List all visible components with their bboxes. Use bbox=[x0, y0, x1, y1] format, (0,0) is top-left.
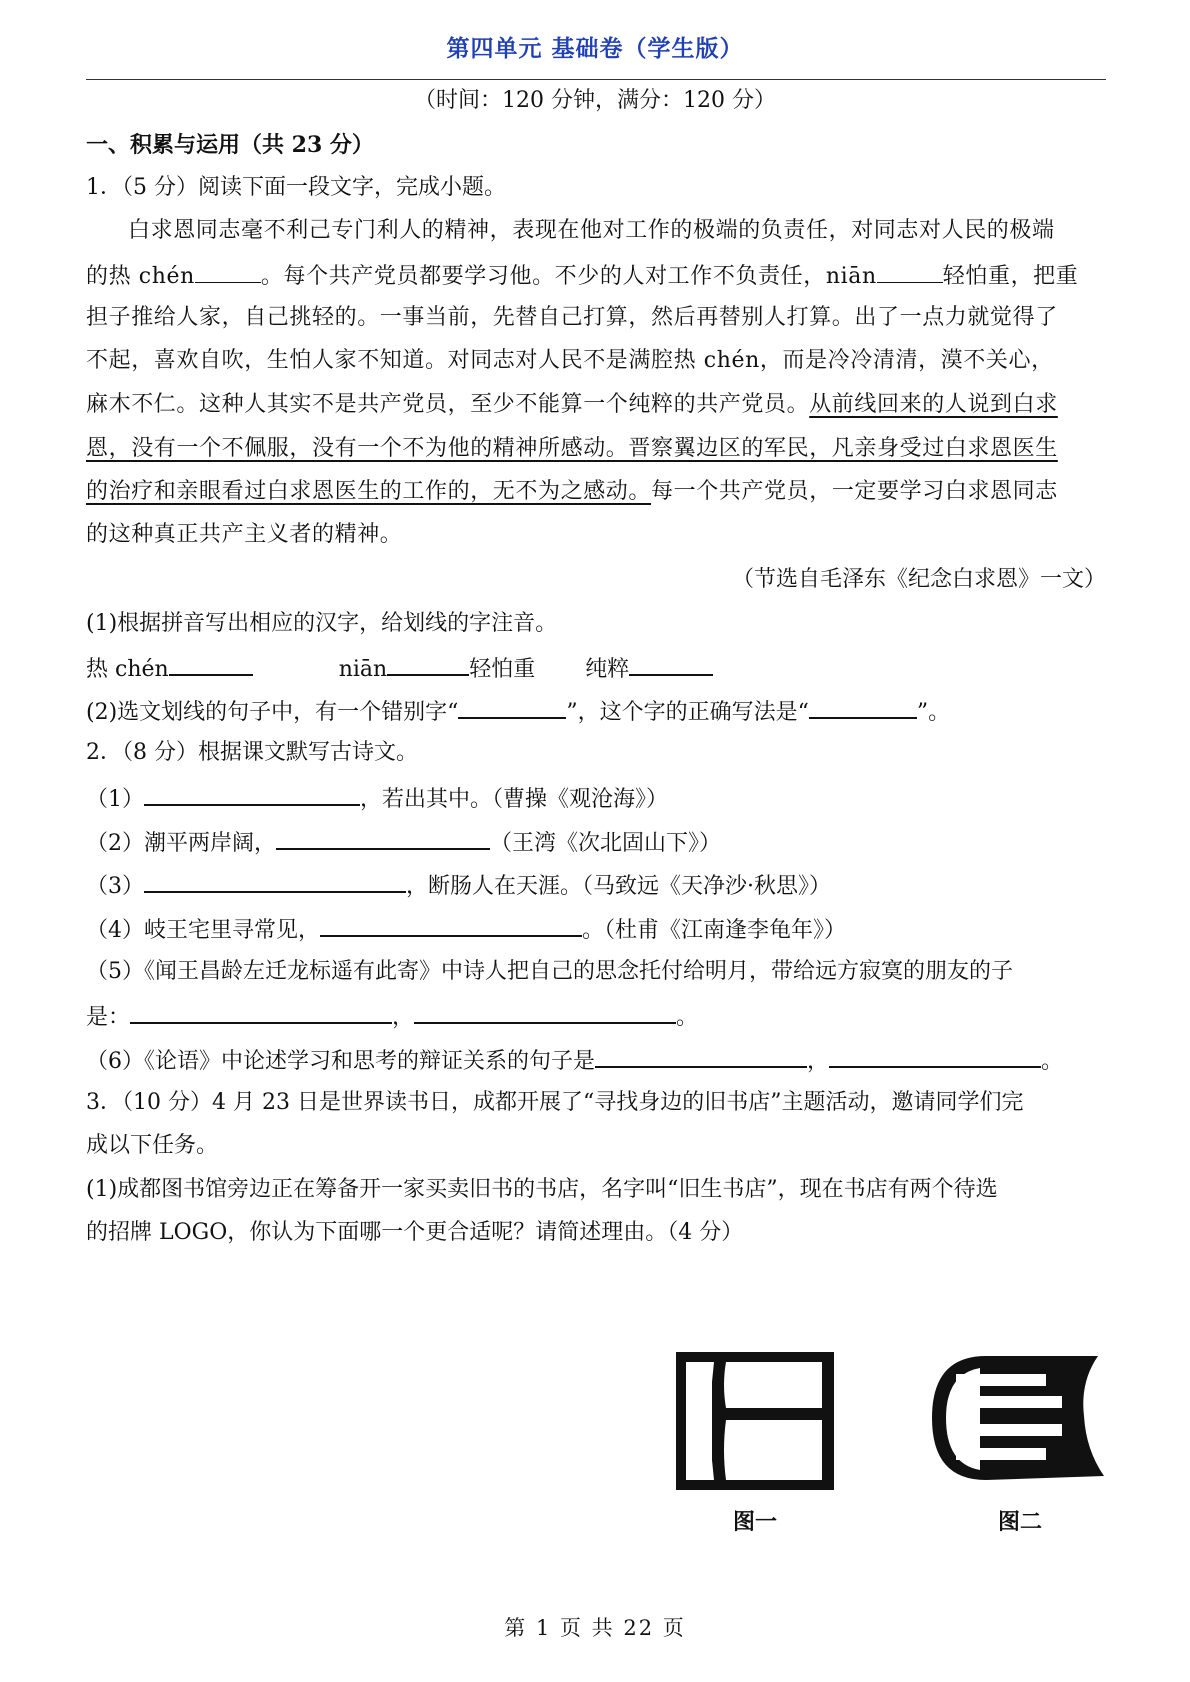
question-2-stem: 2．（8 分）根据课文默写古诗文。 bbox=[86, 740, 418, 765]
passage-line: 的热 chén 。每个共产党员都要学习他。不少的人对工作不负责任，niān 轻怕重，把重 bbox=[86, 260, 1106, 292]
passage-line: 的治疗和亲眼看过白求恩医生的工作的，无不为之感动。每一个共产党员，一定要学习白求恩同志 bbox=[86, 479, 1058, 504]
sub-question-1: (1)根据拼音写出相应的汉字，给划线的字注音。 bbox=[86, 611, 558, 636]
section-title: 一、积累与运用（共 23 分） bbox=[86, 132, 374, 158]
sub-question-1-answers: 热 chén niān 轻怕重 纯粹 bbox=[86, 652, 1106, 685]
underlined-sentence: 恩，没有一个不佩服，没有一个不为他的精神所感动。晋察翼边区的军民，凡亲身受过白求恩医生 bbox=[86, 436, 1058, 461]
page-title: 第四单元 基础卷（学生版） bbox=[446, 36, 744, 62]
underlined-sentence: 的治疗和亲眼看过白求恩医生的工作的，无不为之感动。 bbox=[86, 479, 652, 504]
passage-line: 不起，喜欢自吹，生怕人家不知道。对同志对人民不是满腔热 chén，而是冷冷清清，漠不关心， bbox=[86, 348, 1054, 373]
answer-blank[interactable] bbox=[809, 695, 917, 719]
question-3-task: 的招牌 LOGO，你认为下面哪一个更合适呢？请简述理由。（4 分） bbox=[86, 1220, 744, 1245]
answer-blank[interactable] bbox=[144, 782, 360, 806]
answer-blank[interactable] bbox=[829, 1044, 1041, 1068]
passage-source: （节选自毛泽东《纪念白求恩》一文） bbox=[731, 567, 1106, 592]
question-3-task: (1)成都图书馆旁边正在筹备开一家买卖旧书的书店，名字叫“旧生书店”，现在书店有两个待选 bbox=[86, 1177, 998, 1202]
answer-blank[interactable] bbox=[629, 652, 713, 676]
answer-blank[interactable] bbox=[169, 652, 253, 676]
logo-figure-1 bbox=[676, 1352, 834, 1490]
poem-item: （5）《闻王昌龄左迁龙标遥有此寄》中诗人把自己的思念托付给明月，带给远方寂寞的朋友的子 bbox=[86, 959, 1014, 984]
answer-blank[interactable] bbox=[130, 1000, 392, 1024]
answer-blank[interactable] bbox=[320, 913, 582, 937]
passage-line: 担子推给人家，自己挑轻的。一事当前，先替自己打算，然后再替别人打算。出了一点力就觉得了 bbox=[86, 305, 1058, 330]
figure-1-caption: 图一 bbox=[733, 1510, 778, 1535]
poem-item: （1） ，若出其中。（曹操《观沧海》） bbox=[86, 782, 1106, 815]
page-number: 第 1 页 共 22 页 bbox=[504, 1616, 686, 1640]
passage-line: 白求恩同志毫不利己专门利人的精神，表现在他对工作的极端的负责任，对同志对人民的极端 bbox=[128, 218, 1055, 243]
pinyin-blank[interactable] bbox=[195, 260, 261, 283]
exam-info: （时间：120 分钟，满分：120 分） bbox=[414, 88, 776, 113]
logo-figure-2 bbox=[928, 1354, 1106, 1484]
poem-item: （4）岐王宅里寻常见， 。（杜甫《江南逢李龟年》） bbox=[86, 913, 1106, 946]
poem-item: （6）《论语》中论述学习和思考的辩证关系的句子是 ， 。 bbox=[86, 1044, 1106, 1077]
question-3-stem: 3．（10 分）4 月 23 日是世界读书日，成都开展了“寻找身边的旧书店”主题活动，邀请同学们完 bbox=[86, 1090, 1024, 1115]
poem-item: （2）潮平两岸阔， （王湾《次北固山下》） bbox=[86, 826, 1106, 859]
poem-item: 是： ， 。 bbox=[86, 1000, 1106, 1033]
answer-blank[interactable] bbox=[276, 826, 490, 850]
answer-blank[interactable] bbox=[595, 1044, 807, 1068]
sub-question-2: (2)选文划线的句子中，有一个错别字“ ”，这个字的正确写法是“ ”。 bbox=[86, 695, 1106, 728]
passage-line: 麻木不仁。这种人其实不是共产党员，至少不能算一个纯粹的共产党员。从前线回来的人说到白求 bbox=[86, 392, 1058, 417]
figure-2-caption: 图二 bbox=[998, 1510, 1043, 1535]
answer-blank[interactable] bbox=[387, 652, 469, 676]
poem-item: （3） ，断肠人在天涯。（马致远《天净沙·秋思》） bbox=[86, 869, 1106, 902]
answer-blank[interactable] bbox=[458, 695, 566, 719]
question-3-stem: 成以下任务。 bbox=[86, 1133, 219, 1158]
passage-line: 的这种真正共产主义者的精神。 bbox=[86, 522, 403, 547]
question-1-stem: 1．（5 分）阅读下面一段文字，完成小题。 bbox=[86, 175, 506, 200]
answer-blank[interactable] bbox=[414, 1000, 676, 1024]
answer-blank[interactable] bbox=[144, 869, 406, 893]
header-divider bbox=[86, 79, 1106, 80]
pinyin-blank[interactable] bbox=[877, 260, 943, 283]
underlined-sentence: 从前线回来的人说到白求 bbox=[809, 392, 1058, 417]
